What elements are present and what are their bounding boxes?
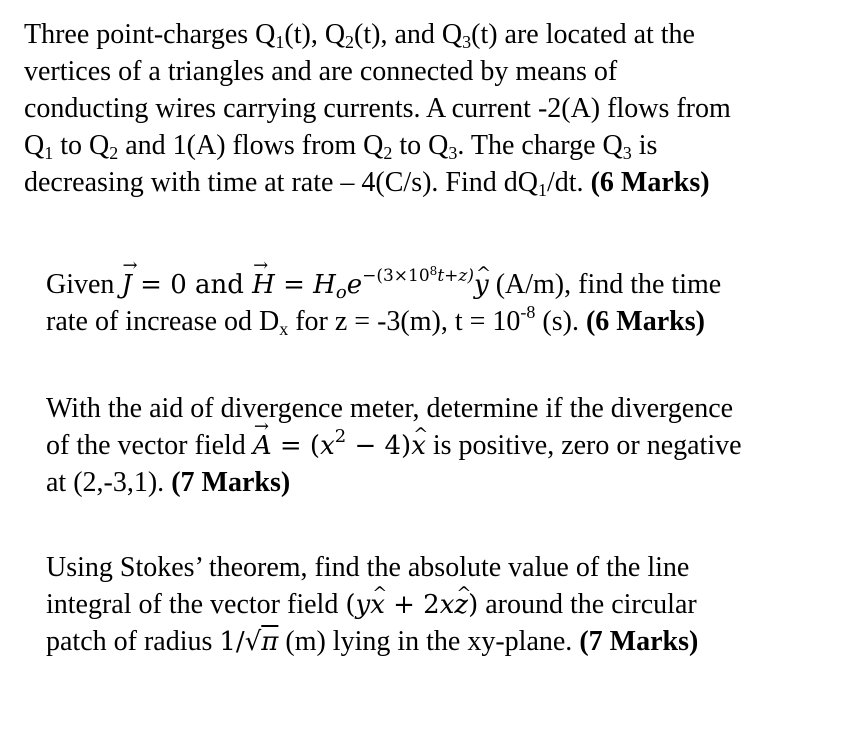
question-3 <box>46 390 742 501</box>
q4-line-1: Using Stokes’ theorem, find the absolute value of the line <box>46 552 690 583</box>
q3-line-3: at (2,-3,1). (7 Marks) <box>46 467 291 498</box>
q1-line-5: decreasing with time at rate – 4(C/s). Find $dQ_1/dt$. (6 Marks) <box>24 167 710 200</box>
question-2 <box>46 266 721 340</box>
q4-marks: (7 Marks) <box>579 626 699 657</box>
q1-line-2: vertices of a triangles and are connected by means of <box>24 56 618 87</box>
q2-line-1: Given → J = 0 and → $H = H_oe^{-(3\times 10^8t+z)}\^{}$ y (A/m), find the time <box>46 266 721 303</box>
q4-radius: 1/√π <box>219 627 279 657</box>
q2-line-2: rate of increase od $D_x$ for z = -3(m), $t = 10^{-8}$ (s). (6 Marks) <box>46 302 705 339</box>
q4-line-3: patch of radius 1/√π (m) lying in the xy-plane. (7 Marks) <box>46 626 699 657</box>
q4-vector-field: (y^ x + 2x^ z) <box>345 590 478 620</box>
q3-marks: (7 Marks) <box>171 467 291 498</box>
q4-line-2: integral of the vector field (y^ x + 2x^ z) around the circular <box>46 586 698 623</box>
question-4 <box>46 549 698 660</box>
q2-equation: → J = 0 and <box>121 270 252 300</box>
question-1 <box>24 16 731 201</box>
q3-line-2: of the vector field → $A = (x^2$ − 4)^ x is positive, zero or negative <box>46 427 742 464</box>
q1-line-3: conducting wires carrying currents. A current -2(A) flows from <box>24 93 731 124</box>
q3-line-1: With the aid of divergence meter, determine if the divergence <box>46 393 734 424</box>
q1-marks: (6 Marks) <box>590 167 710 198</box>
q1-line-1: Three point-charges $Q_1(t)$, $Q_2(t)$, and $Q_3(t)$ are located at the <box>24 19 695 52</box>
q2-marks: (6 Marks) <box>585 306 705 337</box>
q3-equation: → $A = (x^2$ − 4)^ x <box>253 431 426 461</box>
q1-line-4: $Q_1$ to $Q_2$ and 1(A) flows from $Q_2$ to $Q_3$. The charge $Q_3$ is <box>24 130 658 163</box>
